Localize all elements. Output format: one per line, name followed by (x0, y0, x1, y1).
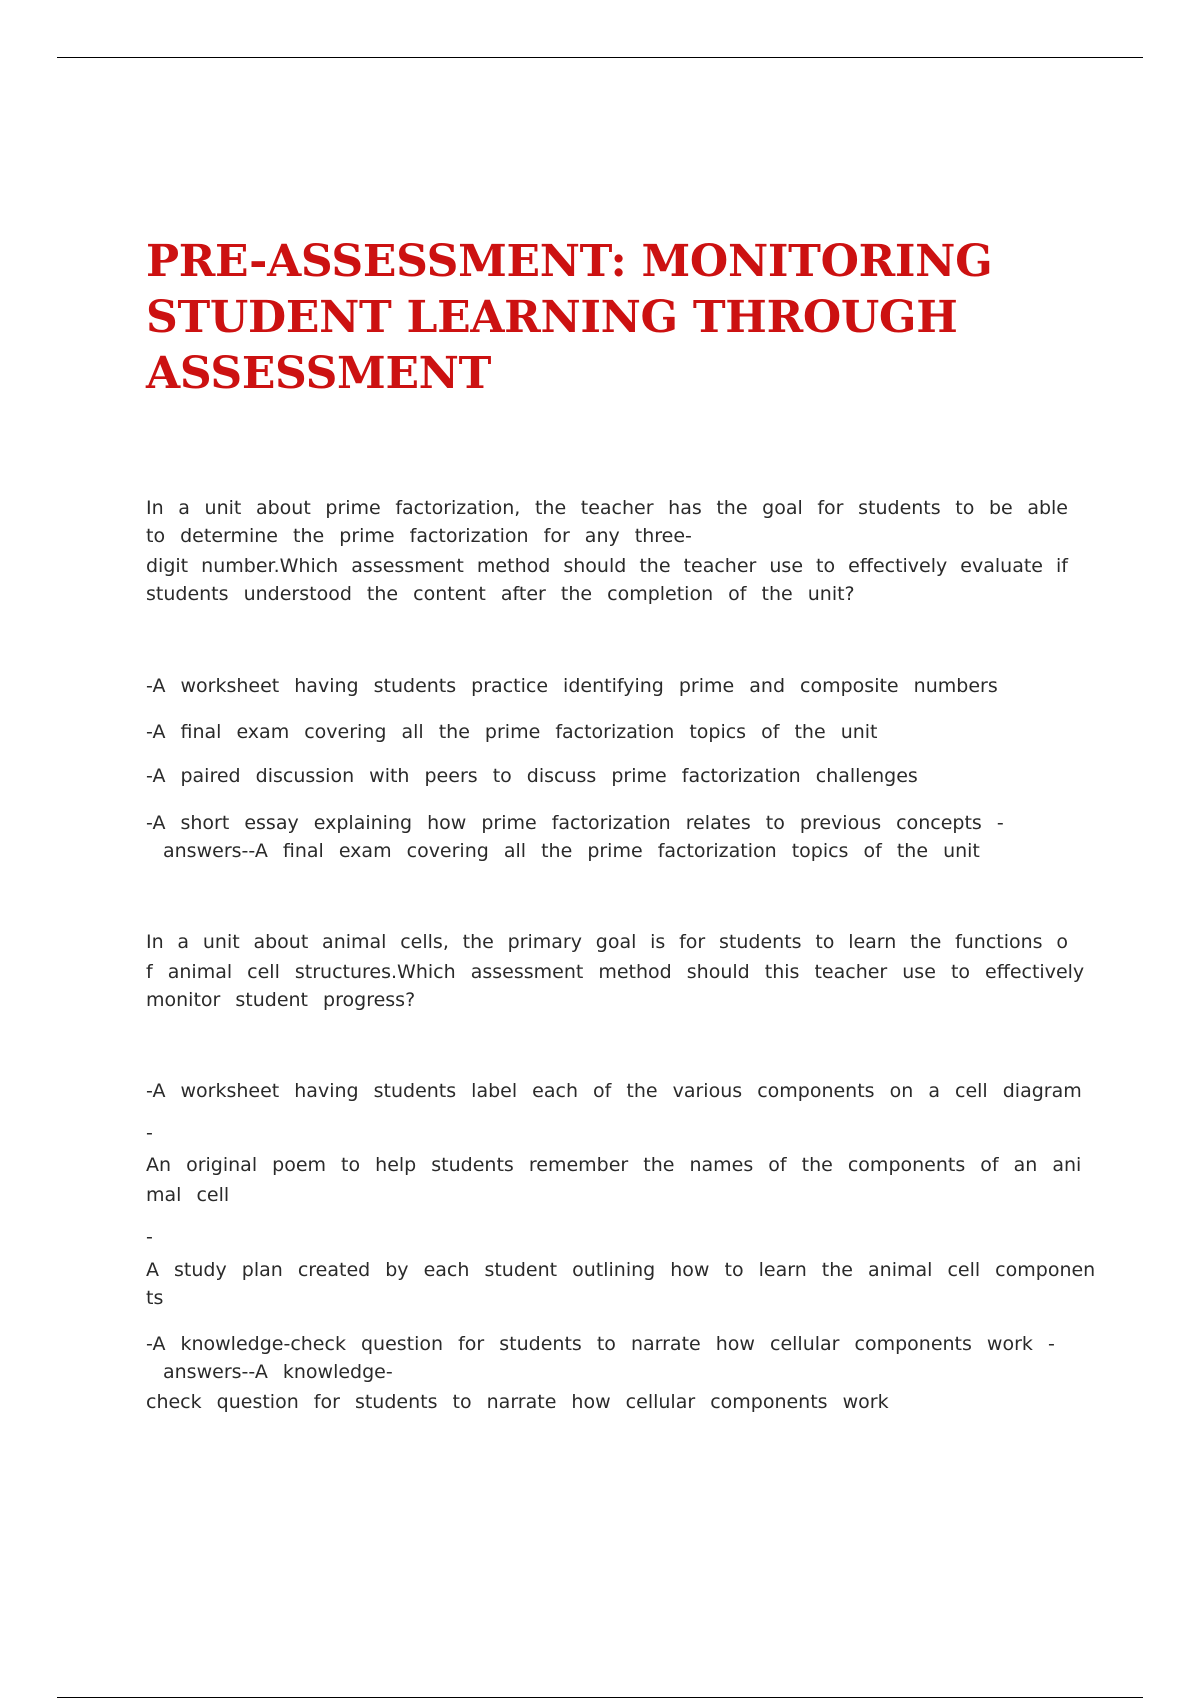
question-2-answer: check question for students to narrate how cellular components work (146, 1391, 889, 1413)
question-2-text-line: monitor student progress? (146, 989, 416, 1011)
question-2-text-line: In a unit about animal cells, the primary goal is for students to learn the functions o (146, 931, 1068, 953)
title-line: ASSESSMENT (146, 348, 492, 399)
question-2-option: An original poem to help students remember the names of the components of an ani (146, 1154, 1082, 1176)
question-1-text-line: In a unit about prime factorization, the teacher has the goal for students to be able (146, 497, 1068, 519)
question-2-text-line: f animal cell structures.Which assessment method should this teacher use to effectively (146, 961, 1085, 983)
question-2-option: mal cell (146, 1184, 230, 1206)
question-1-text-line: to determine the prime factorization for any three- (146, 525, 692, 547)
question-2-option: ts (146, 1287, 164, 1309)
question-2-option-dash: - (146, 1226, 153, 1248)
question-1-option: -A worksheet having students practice identifying prime and composite numbers (146, 675, 998, 697)
document-title (146, 234, 1046, 402)
question-1-answer: answers--A final exam covering all the prime factorization topics of the unit (163, 840, 980, 862)
question-2-option: -A worksheet having students label each of the various components on a cell diagram (146, 1080, 1082, 1102)
question-2-option-dash: - (146, 1122, 153, 1144)
top-rule (57, 57, 1143, 58)
question-2-option: A study plan created by each student outlining how to learn the animal cell componen (146, 1259, 1096, 1281)
question-1-option: -A paired discussion with peers to discuss prime factorization challenges (146, 765, 918, 787)
question-1-option: -A short essay explaining how prime factorization relates to previous concepts - (146, 812, 1004, 834)
question-1-text-line: digit number.Which assessment method should the teacher use to effectively evaluate if (146, 555, 1068, 577)
title-line: STUDENT LEARNING THROUGH (146, 292, 958, 343)
question-1-text-line: students understood the content after the completion of the unit? (146, 583, 855, 605)
question-1-option: -A final exam covering all the prime factorization topics of the unit (146, 721, 878, 743)
question-2-answer: answers--A knowledge- (163, 1361, 393, 1383)
bottom-rule (57, 1697, 1143, 1698)
question-2-option: -A knowledge-check question for students to narrate how cellular components work - (146, 1333, 1055, 1355)
title-line: PRE-ASSESSMENT: MONITORING (146, 236, 993, 287)
